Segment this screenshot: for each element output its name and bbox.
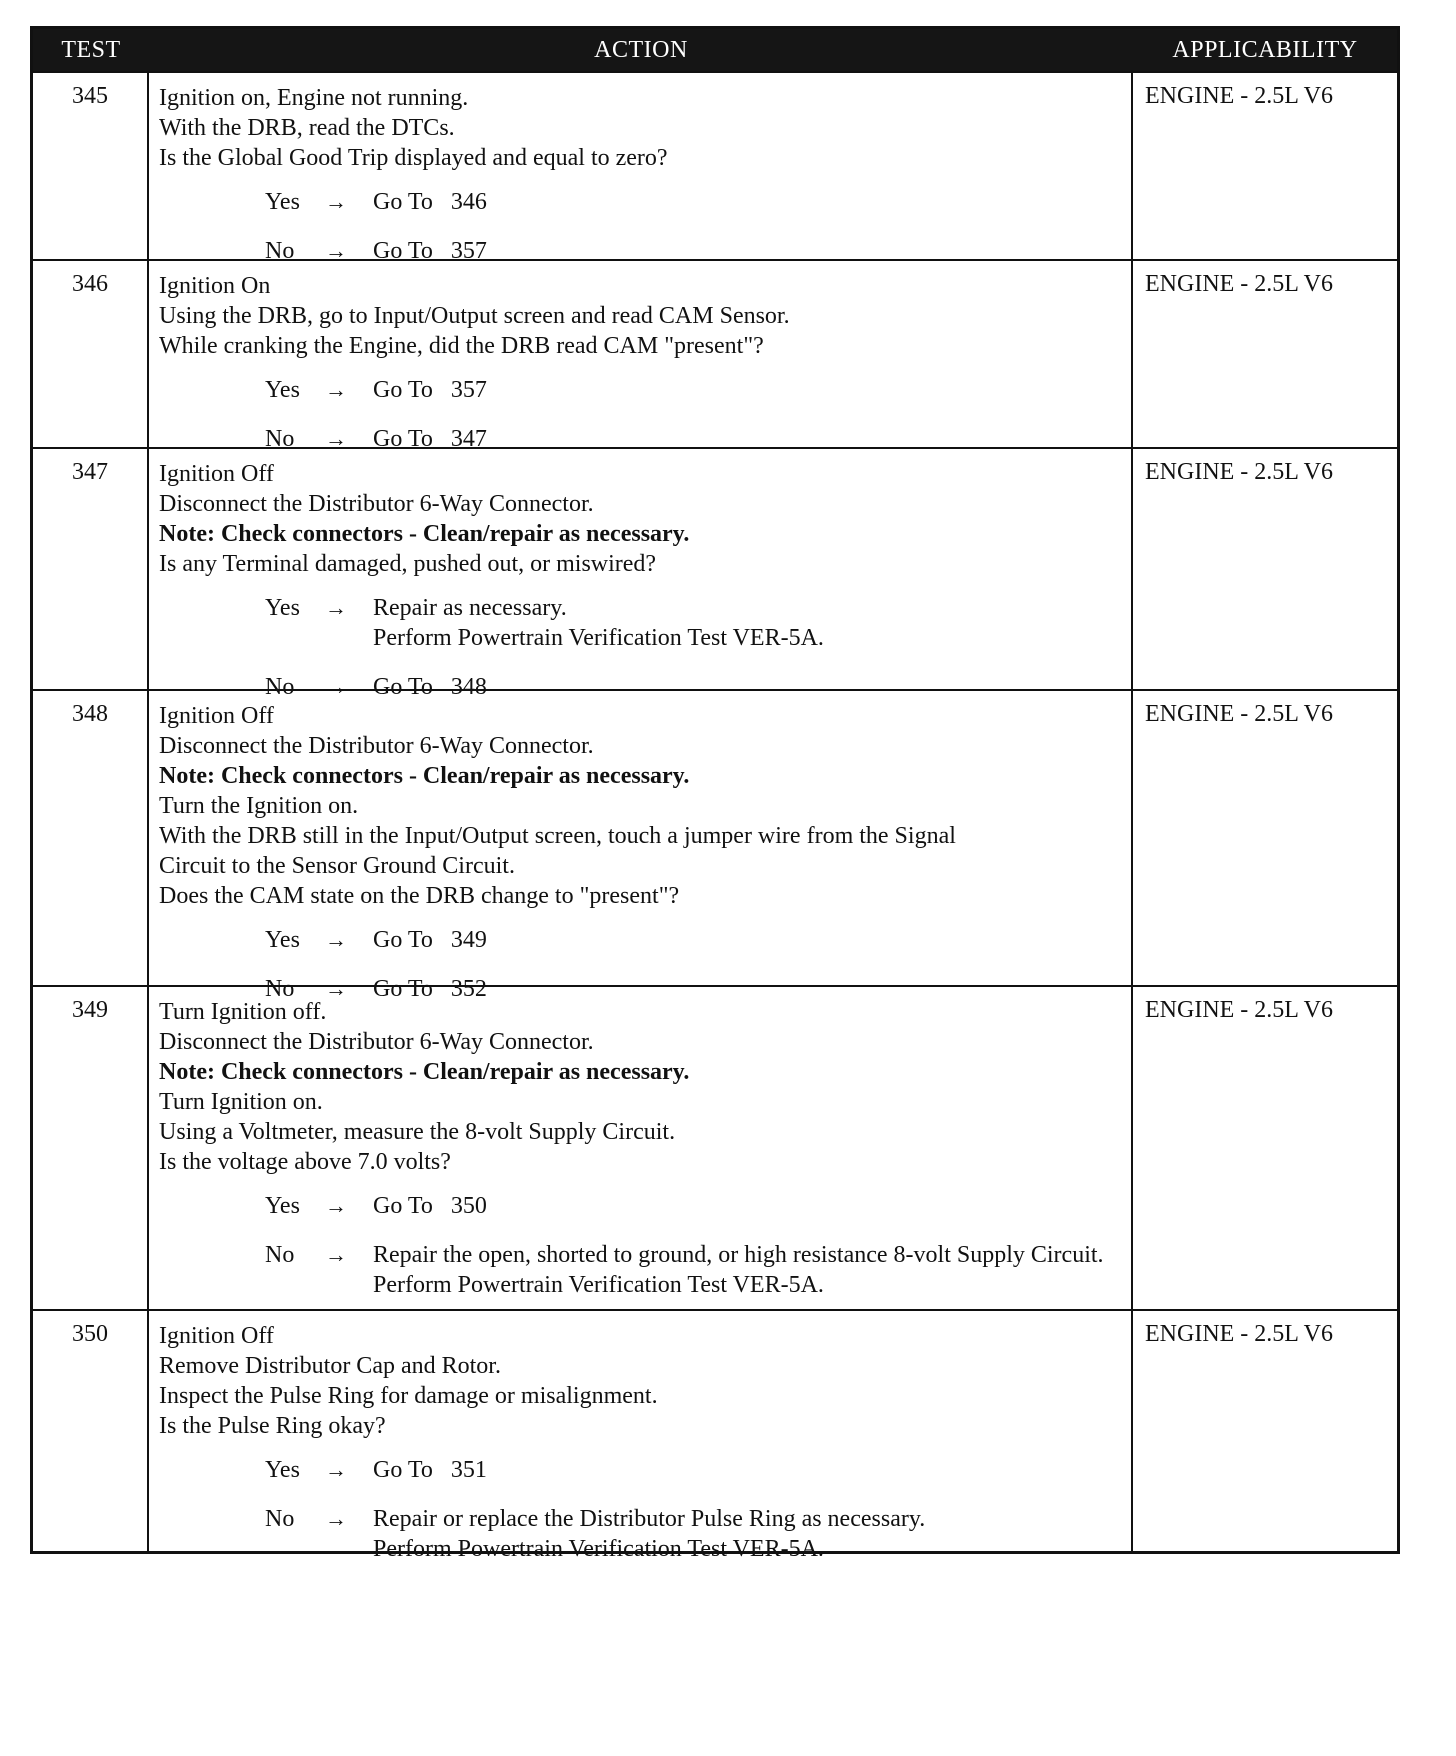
arrow-icon: → — [325, 1193, 347, 1218]
choice-yes — [159, 375, 1125, 405]
arrow-icon: → — [325, 674, 347, 699]
answer-label: No — [265, 238, 295, 264]
action-line: Turn Ignition on. — [159, 1089, 323, 1115]
arrow-icon: → — [325, 1242, 347, 1267]
action-line: Turn Ignition off. — [159, 999, 327, 1025]
arrow-icon: → — [325, 238, 347, 263]
answer-result — [373, 925, 1125, 955]
action-line: While cranking the Engine, did the DRB read CAM "present"? — [159, 333, 764, 359]
arrow-icon: → — [325, 595, 347, 620]
choice-yes — [159, 187, 1125, 217]
test-number: 348 — [33, 691, 149, 985]
result-line: Go To 357 — [373, 238, 487, 264]
answer-result — [373, 187, 1125, 217]
result-line: Perform Powertrain Verification Test VER-5A. — [373, 1272, 824, 1298]
choice-yes — [159, 1191, 1125, 1221]
answer-result — [373, 375, 1125, 405]
result-line: Go To 346 — [373, 189, 487, 215]
table-row — [33, 689, 1397, 1002]
action-line: Ignition Off — [159, 461, 274, 487]
answer-choices — [159, 1455, 1125, 1564]
result-line: Repair as necessary. — [373, 595, 567, 621]
answer-result — [373, 1240, 1125, 1300]
table-body — [33, 71, 1397, 1562]
answer-label: Yes — [265, 927, 300, 953]
action-line: Is the voltage above 7.0 volts? — [159, 1149, 451, 1175]
applicability-cell: ENGINE - 2.5L V6 — [1145, 1321, 1333, 1347]
header-applicability: APPLICABILITY — [1172, 36, 1358, 63]
action-line: Using the DRB, go to Input/Output screen and read CAM Sensor. — [159, 303, 790, 329]
arrow-icon: → — [325, 189, 347, 214]
action-line: Is the Pulse Ring okay? — [159, 1413, 386, 1439]
answer-label: Yes — [265, 189, 300, 215]
diagnostic-test-table — [30, 26, 1400, 1562]
action-line: With the DRB, read the DTCs. — [159, 115, 455, 141]
applicability-cell: ENGINE - 2.5L V6 — [1145, 83, 1333, 109]
result-line: Go To 348 — [373, 674, 487, 700]
answer-label: Yes — [265, 1193, 300, 1219]
answer-label: Yes — [265, 595, 300, 621]
answer-choices — [159, 187, 1125, 266]
action-note: Note: Check connectors - Clean/repair as necessary. — [159, 1059, 690, 1085]
action-line: With the DRB still in the Input/Output screen, touch a jumper wire from the Signal — [159, 823, 956, 849]
choice-no — [159, 1504, 1125, 1564]
result-line: Repair the open, shorted to ground, or high resistance 8-volt Supply Circuit. — [373, 1242, 1104, 1268]
answer-choices — [159, 1191, 1125, 1300]
answer-label: No — [265, 1242, 295, 1268]
table-header — [33, 29, 1397, 71]
result-line: Go To 351 — [373, 1457, 487, 1483]
answer-result — [373, 1504, 1125, 1564]
action-note: Note: Check connectors - Clean/repair as necessary. — [159, 521, 690, 547]
action-line: Circuit to the Sensor Ground Circuit. — [159, 853, 515, 879]
answer-choices — [159, 375, 1125, 454]
answer-result — [373, 1191, 1125, 1221]
test-number: 347 — [33, 449, 149, 689]
result-line: Repair or replace the Distributor Pulse Ring as necessary. — [373, 1506, 926, 1532]
result-line: Go To 347 — [373, 426, 487, 452]
action-note: Note: Check connectors - Clean/repair as necessary. — [159, 763, 690, 789]
answer-result — [373, 593, 1125, 653]
action-line: Disconnect the Distributor 6-Way Connector. — [159, 733, 594, 759]
test-number: 350 — [33, 1311, 149, 1551]
result-line: Go To 350 — [373, 1193, 487, 1219]
action-cell — [149, 261, 1133, 452]
action-line: Is any Terminal damaged, pushed out, or miswired? — [159, 551, 657, 577]
result-line: Go To 349 — [373, 927, 487, 953]
action-line: Inspect the Pulse Ring for damage or misalignment. — [159, 1383, 658, 1409]
answer-label: No — [265, 1506, 295, 1532]
test-number: 349 — [33, 987, 149, 1309]
action-cell — [149, 449, 1133, 700]
action-cell — [149, 987, 1133, 1309]
test-number: 345 — [33, 73, 149, 259]
answer-label: No — [265, 426, 295, 452]
answer-choices — [159, 593, 1125, 702]
action-line: Ignition Off — [159, 1323, 274, 1349]
applicability-cell: ENGINE - 2.5L V6 — [1145, 271, 1333, 297]
action-line: Remove Distributor Cap and Rotor. — [159, 1353, 501, 1379]
result-line: Perform Powertrain Verification Test VER-5A. — [373, 625, 824, 651]
table-row — [33, 71, 1397, 264]
result-line: Go To 352 — [373, 976, 487, 1002]
action-line: Ignition on, Engine not running. — [159, 85, 469, 111]
table-row — [33, 1309, 1397, 1562]
table-row — [33, 259, 1397, 452]
action-line: Disconnect the Distributor 6-Way Connector. — [159, 491, 594, 517]
table-row — [33, 447, 1397, 700]
action-cell — [149, 1311, 1133, 1562]
answer-result — [373, 1455, 1125, 1485]
action-line: Turn the Ignition on. — [159, 793, 359, 819]
action-line: Disconnect the Distributor 6-Way Connector. — [159, 1029, 594, 1055]
arrow-icon: → — [325, 377, 347, 402]
action-cell — [149, 691, 1133, 1002]
action-line: Does the CAM state on the DRB change to "present"? — [159, 883, 680, 909]
result-line: Go To 357 — [373, 377, 487, 403]
test-number: 346 — [33, 261, 149, 447]
action-line: Using a Voltmeter, measure the 8-volt Supply Circuit. — [159, 1119, 676, 1145]
header-action: ACTION — [594, 36, 688, 63]
choice-yes — [159, 1455, 1125, 1485]
action-line: Is the Global Good Trip displayed and equal to zero? — [159, 145, 668, 171]
header-test: TEST — [61, 36, 121, 63]
arrow-icon: → — [325, 1506, 347, 1531]
action-line: Ignition Off — [159, 703, 274, 729]
applicability-cell: ENGINE - 2.5L V6 — [1145, 459, 1333, 485]
choice-yes — [159, 925, 1125, 955]
arrow-icon: → — [325, 1457, 347, 1482]
arrow-icon: → — [325, 976, 347, 1001]
applicability-cell: ENGINE - 2.5L V6 — [1145, 997, 1333, 1023]
arrow-icon: → — [325, 927, 347, 952]
action-line: Ignition On — [159, 273, 271, 299]
answer-label: Yes — [265, 1457, 300, 1483]
answer-label: Yes — [265, 377, 300, 403]
choice-yes — [159, 593, 1125, 653]
answer-label: No — [265, 976, 295, 1002]
choice-no — [159, 1240, 1125, 1300]
result-line: Perform Powertrain Verification Test VER-5A. — [373, 1536, 824, 1562]
applicability-cell: ENGINE - 2.5L V6 — [1145, 701, 1333, 727]
answer-label: No — [265, 674, 295, 700]
arrow-icon: → — [325, 426, 347, 451]
action-cell — [149, 73, 1133, 264]
table-row — [33, 985, 1397, 1309]
